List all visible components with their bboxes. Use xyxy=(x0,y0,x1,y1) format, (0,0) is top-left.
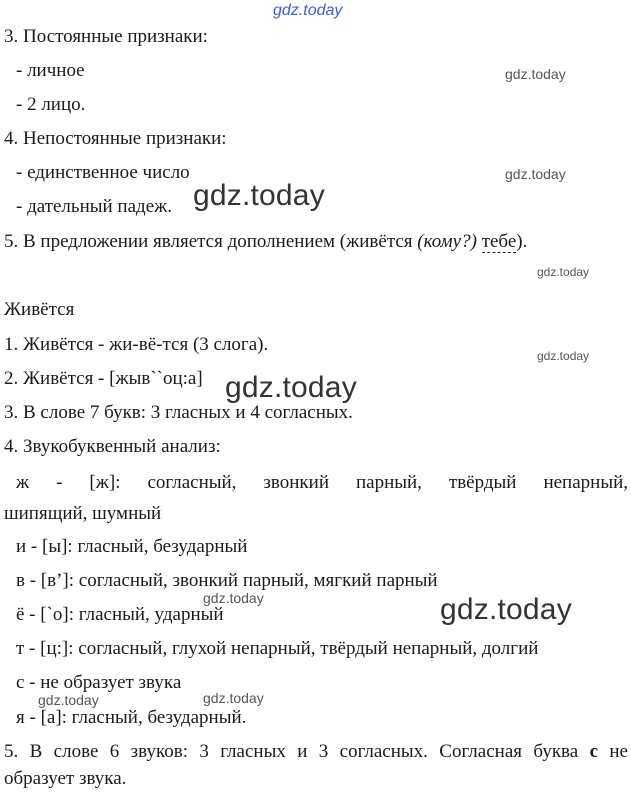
watermark-small-7: gdz.today xyxy=(203,690,264,706)
word-tebe: тебе xyxy=(481,231,517,252)
list-item-singular: - единственное число xyxy=(16,162,190,183)
watermark-small-4: gdz.today xyxy=(537,349,590,363)
list-item-second-person: - 2 лицо. xyxy=(16,94,86,115)
sentence-role-text: 5. В предложении является дополнением (живётся xyxy=(4,231,418,252)
sounds-count-text: 5. В слове 6 звуков: 3 гласных и 3 согласных. Согласная буква xyxy=(4,741,590,762)
watermark-small-3: gdz.today xyxy=(537,265,590,279)
letters-count-line: 3. В слове 7 букв: 3 гласных и 4 согласных. xyxy=(4,402,353,423)
constant-features-heading: 3. Постоянные признаки: xyxy=(4,26,208,47)
variable-features-heading: 4. Непостоянные признаки: xyxy=(4,128,227,149)
analysis-yo-line: ё - [`о]: гласный, ударный xyxy=(16,604,224,625)
list-item-personal: - личное xyxy=(16,60,85,81)
watermark-top: gdz.today xyxy=(273,2,343,19)
watermark-big-2: gdz.today xyxy=(225,371,357,404)
analysis-zh-line: ж - [ж]: согласный, звонкий парный, твёрдый непарный, xyxy=(16,472,628,493)
sounds-count-line xyxy=(4,741,628,763)
transcription-line: 2. Живётся - [жыв``оц:а] xyxy=(4,368,203,389)
analysis-t-line: т - [ц:]: согласный, глухой непарный, твёрдый непарный, долгий xyxy=(16,638,539,659)
watermark-small-1: gdz.today xyxy=(505,66,566,82)
list-item-dative: - дательный падеж. xyxy=(16,196,172,217)
analysis-v-line: в - [в’]: согласный, звонкий парный, мягкий парный xyxy=(16,570,438,591)
word-heading: Живётся xyxy=(4,299,75,320)
syllables-line: 1. Живётся - жи-вё-тся (3 слога). xyxy=(4,334,269,355)
watermark-small-2: gdz.today xyxy=(505,166,566,182)
space xyxy=(477,231,482,252)
analysis-s-line: с - не образует звука xyxy=(16,672,182,693)
closing-paren: ). xyxy=(516,231,528,252)
sounds-count-continued: образует звука. xyxy=(4,768,127,789)
analysis-heading: 4. Звукобуквенный анализ: xyxy=(4,436,221,457)
analysis-i-line: и - [ы]: гласный, безударный xyxy=(16,536,248,557)
analysis-zh-continued: шипящий, шумный xyxy=(4,503,162,524)
question-komu: (кому?) xyxy=(417,231,477,252)
sentence-role-line xyxy=(4,231,527,253)
watermark-big-3: gdz.today xyxy=(440,593,572,626)
watermark-small-5: gdz.today xyxy=(203,590,264,606)
watermark-small-6: gdz.today xyxy=(38,692,99,708)
letter-s-bold: с xyxy=(589,741,599,762)
sounds-count-end: не xyxy=(598,741,628,762)
watermark-big-1: gdz.today xyxy=(193,179,325,212)
analysis-ya-line: я - [а]: гласный, безударный. xyxy=(16,707,247,728)
